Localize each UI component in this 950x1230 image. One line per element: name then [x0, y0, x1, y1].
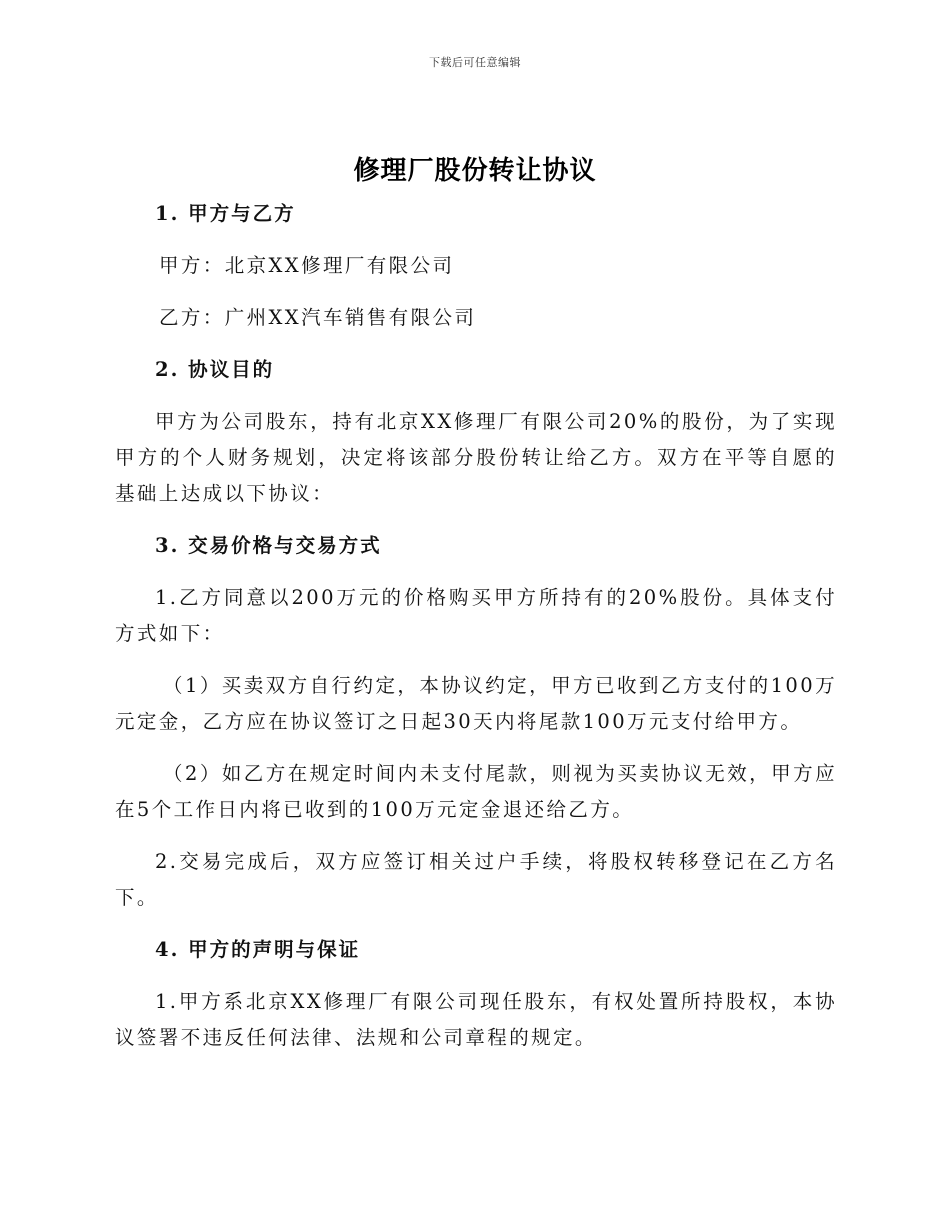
section-3-subitem-2: （2）如乙方在规定时间内未支付尾款，则视为买卖协议无效，甲方应在5个工作日内将已收到的100万元定金退还给乙方。: [115, 762, 837, 821]
section-3-subitem-1: （1）买卖双方自行约定，本协议约定，甲方已收到乙方支付的100万元定金，乙方应在协议签订之日起30天内将尾款100万元支付给甲方。: [115, 674, 837, 733]
page-header-note: 下载后可任意编辑: [429, 56, 521, 69]
section-3-item-2: 2.交易完成后，双方应签订相关过户手续，将股权转移登记在乙方名下。: [115, 850, 837, 909]
section-4-item-1: 1.甲方系北京XX修理厂有限公司现任股东，有权处置所持股权，本协议签署不违反任何法律、法规和公司章程的规定。: [115, 990, 837, 1049]
section-3-heading: 3. 交易价格与交易方式: [155, 534, 382, 557]
section-1-heading: 1. 甲方与乙方: [155, 202, 296, 225]
section-3-item-1: 1.乙方同意以200万元的价格购买甲方所持有的20%股份。具体支付方式如下：: [115, 586, 837, 645]
section-2-heading: 2. 协议目的: [155, 358, 275, 381]
document-body: [115, 196, 837, 1072]
party-b-line: 乙方：广州XX汽车销售有限公司: [159, 306, 477, 329]
document-title: 修理厂股份转让协议: [353, 156, 597, 186]
section-2-paragraph: 甲方为公司股东，持有北京XX修理厂有限公司20%的股份，为了实现甲方的个人财务规划，决定将该部分股份转让给乙方。双方在平等自愿的基础上达成以下协议：: [115, 410, 837, 505]
party-a-line: 甲方：北京XX修理厂有限公司: [159, 254, 455, 277]
section-4-heading: 4. 甲方的声明与保证: [155, 938, 361, 961]
